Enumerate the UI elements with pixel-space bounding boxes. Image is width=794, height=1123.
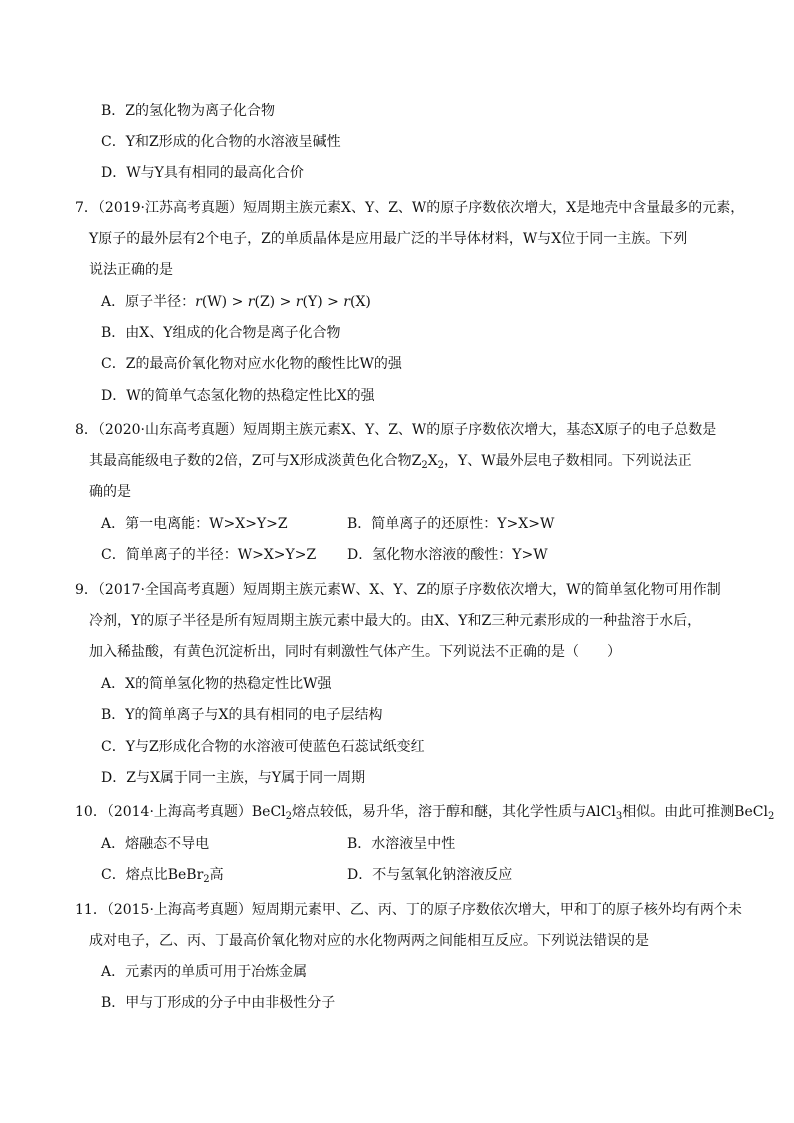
q7-stem-line-3: 说法正确的是 <box>89 262 173 278</box>
q10-option-c: C．熔点比BeBr$_2$高 <box>101 867 224 885</box>
q6-option-b: B．Z的氢化物为离子化合物 <box>101 103 276 119</box>
q9-option-a: A．X的简单氢化物的热稳定性比W强 <box>101 676 332 692</box>
q10-stem-line-1: 10．（2014·上海高考真题）BeCl$_2$熔点较低，易升华，溶于醇和醚，其化学性质与AlCl$_3$相似。由此可推测BeCl$_2$ <box>75 804 775 822</box>
q9-option-d: D．Z与X属于同一主族，与Y属于同一周期 <box>101 770 366 786</box>
q7-option-a: A．原子半径：r(W) > r(Z) > r(Y) > r(X) <box>101 294 371 310</box>
q8-option-d: D．氢化物水溶液的酸性：Y>W <box>347 547 548 563</box>
q8-stem-line-3: 确的是 <box>89 484 131 500</box>
q8-stem-line-2: 其最高能级电子数的2倍，Z可与X形成淡黄色化合物$Z_2X_2$，Y、W最外层电子数相同。下列说法正 <box>89 453 692 471</box>
q11-stem-line-2: 成对电子，乙、丙、丁最高价氧化物对应的水化物两两之间能相互反应。下列说法错误的是 <box>89 933 649 949</box>
q9-stem-line-1: 9．（2017·全国高考真题）短周期主族元素W、X、Y、Z的原子序数依次增大，W的简单氢化物可用作制 <box>75 582 721 598</box>
q9-option-b: B．Y的简单离子与X的具有相同的电子层结构 <box>101 707 383 723</box>
q8-stem-line-1: 8．（2020·山东高考真题）短周期主族元素X、Y、Z、W的原子序数依次增大，基态X原子的电子总数是 <box>75 422 717 438</box>
q7-option-b: B．由X、Y组成的化合物是离子化合物 <box>101 325 341 341</box>
q8-option-a: A．第一电离能：W>X>Y>Z <box>101 516 288 532</box>
q9-stem-line-2: 冷剂，Y的原子半径是所有短周期主族元素中最大的。由X、Y和Z三种元素形成的一种盐溶于水后， <box>89 613 702 629</box>
q10-option-d: D．不与氢氧化钠溶液反应 <box>347 867 513 883</box>
q7-option-c: C．Z的最高价氧化物对应水化物的酸性比W的强 <box>101 356 402 372</box>
q9-option-c: C．Y与Z形成化合物的水溶液可使蓝色石蕊试纸变红 <box>101 739 425 755</box>
q11-option-a: A．元素丙的单质可用于冶炼金属 <box>101 964 308 980</box>
q7-stem-line-2: Y原子的最外层有2个电子，Z的单质晶体是应用最广泛的半导体材料，W与X位于同一主族。下列 <box>89 231 688 247</box>
q8-option-c: C．简单离子的半径：W>X>Y>Z <box>101 547 317 563</box>
q6-option-c: C．Y和Z形成的化合物的水溶液呈碱性 <box>101 134 341 150</box>
q9-stem-line-3: 加入稀盐酸，有黄色沉淀析出，同时有刺激性气体产生。下列说法不正确的是（ ） <box>89 644 621 660</box>
q10-option-a: A．熔融态不导电 <box>101 836 210 852</box>
q7-stem-line-1: 7．（2019·江苏高考真题）短周期主族元素X、Y、Z、W的原子序数依次增大，X是地壳中含量最多的元素， <box>75 200 745 216</box>
q8-option-b: B．简单离子的还原性：Y>X>W <box>347 516 555 532</box>
q10-option-b: B．水溶液呈中性 <box>347 836 456 852</box>
q11-option-b: B．甲与丁形成的分子中由非极性分子 <box>101 995 336 1011</box>
q11-stem-line-1: 11．（2015·上海高考真题）短周期元素甲、乙、丙、丁的原子序数依次增大，甲和丁的原子核外均有两个未 <box>75 902 742 918</box>
q7-option-d: D．W的简单气态氢化物的热稳定性比X的强 <box>101 388 375 404</box>
q6-option-d: D．W与Y具有相同的最高化合价 <box>101 165 304 181</box>
